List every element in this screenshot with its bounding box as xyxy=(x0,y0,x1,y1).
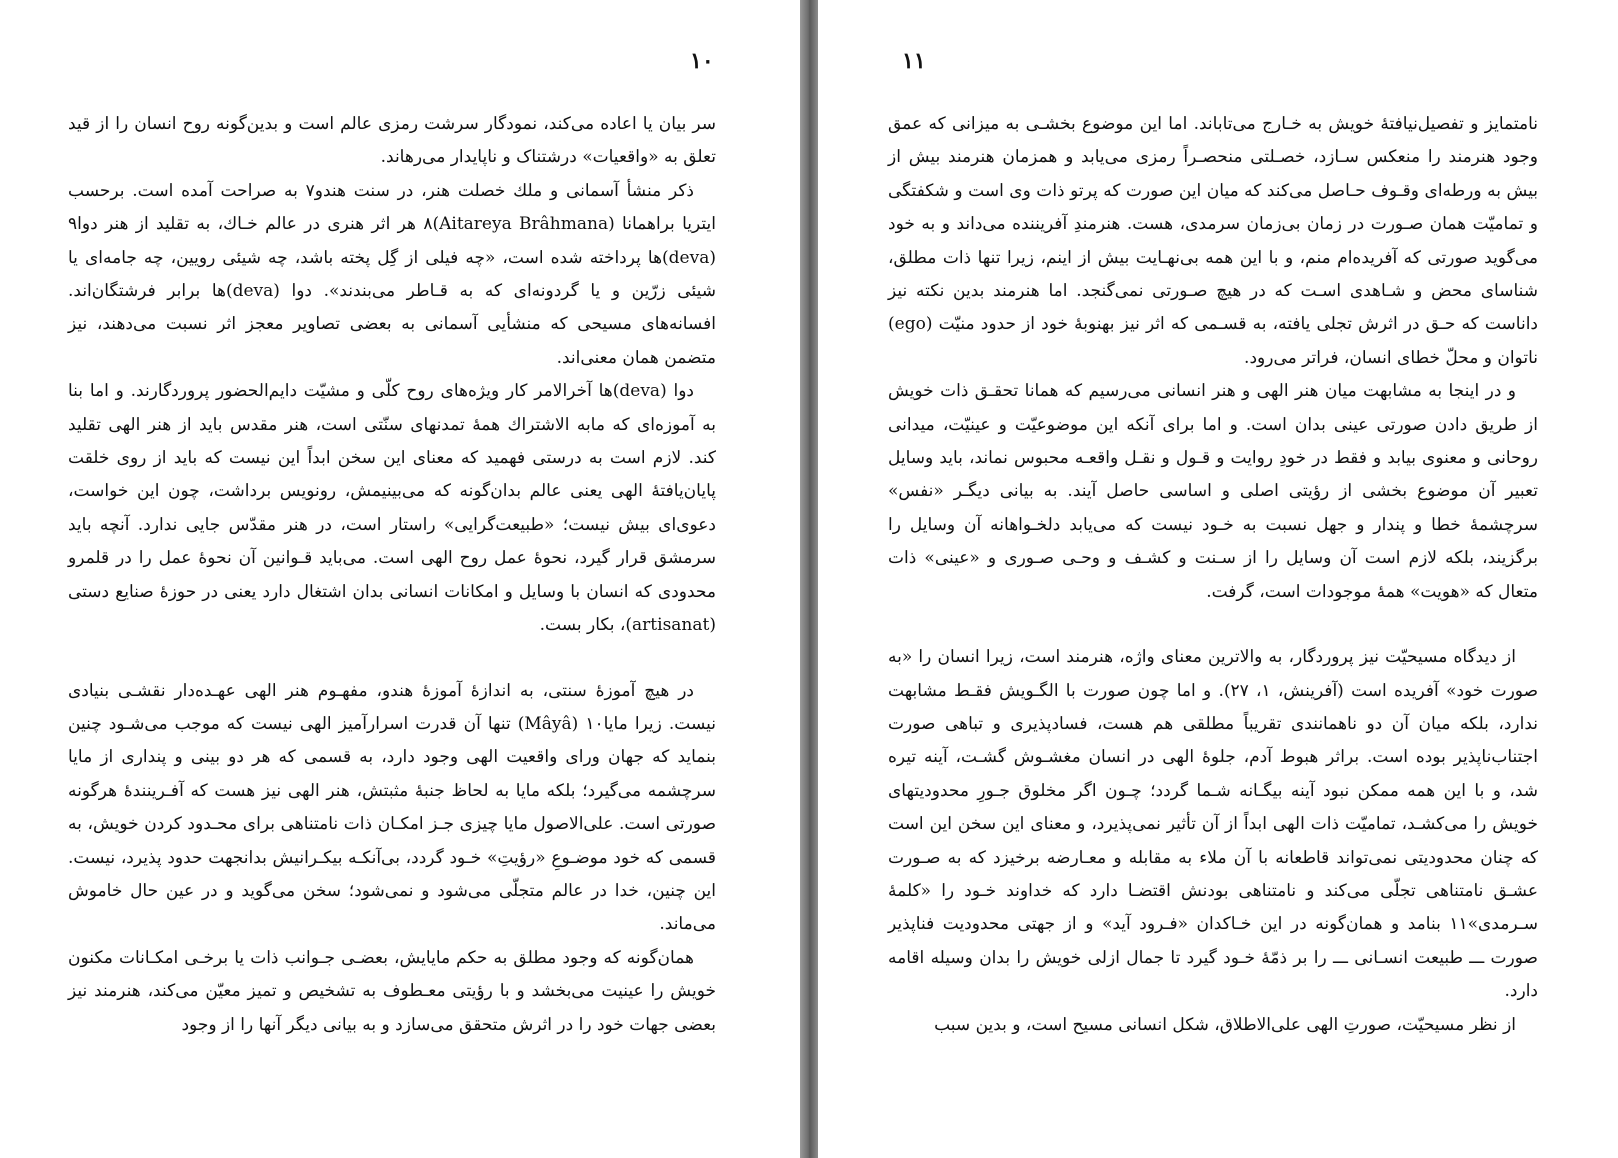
paragraph: ذکر منشأ آسمانی و ملك خصلت هنر، در سنت هندو۷ به صراحت آمده است. برحسب ایتریا براهمانا (Aitareya Brâhmana)۸ هر اثر هنری در عالم خـاك، به تقلید از هنر دوا۹ (deva)ها پرداخته شده است، «چه فیلی از گِل پخته باشد، چه شیئی رویین، چه جامه‌ای یا شیئی زرّین و یا گردونه‌ای که به قـاطر می‌بندند». دوا (deva)ها برابر فرشتگان‌اند. افسانه‌های مسیحی که منشأیی آسمانی به بعضی تصاویر معجز اثر نسبت می‌دهند، نیز متضمن همان معنی‌اند. xyxy=(68,180,716,368)
paragraph: و در اینجا به مشابهت میان هنر الهی و هنر انسانی می‌رسیم که همانا تحقـق ذات خویش از طریق دادن صورتی عینی بدان است. و اما برای آنکه این موضوعیّت و عینیّت، میدانی روحانی و معنوی بیابد و فقط در خودِ روایت و قـول و نقـل واقعـه محبوس نماند، باید وسایل تعبیر آن موضوع بخشی از رؤیتی اصلی و اساسی حاصل آیند. به بیانی دیگـر «نفس» سرچشمهٔ خطا و پندار و جهل نسبت به خـود نیست که می‌یابد دلخـواهانه آن وسایل را برگزیند، بلکه لازم است آن وسایل را از سـنت و کشـف و وحـی صـوری و «عینی» ذات متعال که «هویت» همهٔ موجودات است، گرفت. xyxy=(888,381,1538,602)
paragraph: سر بیان یا اعاده می‌کند، نمودگار سرشت رمزی عالم است و بدین‌گونه روح انسان را از قید تعلق به «واقعیات» درشتناک و ناپایدار می‌رهاند. xyxy=(68,114,716,168)
paragraph: از دیدگاه مسیحیّت نیز پروردگار، به والاترین معنای واژه، هنرمند است، زیرا انسان را «به صورت خود» آفریده است (آفرینش، ۱، ۲۷). و اما چون صورت با الگـویش فقـط مشابهت ندارد، بلکه میان آن دو ناهمانندی تقریباً مطلقی هم هست، فسادپذیری و تباهی صورت اجتناب‌ناپذیر بوده است. براثر هبوط آدم، جلوهٔ الهی در انسان مغشـوش گشـت، آینه تیره شد، و با این همه ممکن نبود آینه بیگـانه شـما گردد؛ چـون اگر مخلوق جـورِ محدودیتهای خویش را می‌کشـد، تمامیّت ذات الهی ابداً از آن تأثیر نمی‌پذیرد، و معنای این سخن این است که چنان محدودیتی نمی‌تواند قاطعانه با آن ملاء به مقابله و معـارضه برخیزد که به صـورت عشـق نامتناهی تجلّی می‌کند و نامتناهی بودنش اقتضـا دارد که خداوند خـود را «کلمهٔ سـرمدی»۱۱ بنامد و همان‌گونه در این خـاکدان «فـرود آید» و از جهتی محدودیت فناپذیر صورت ـــ طبیعت انسـانی ـــ را بر ذمّهٔ خـود گیرد تا جمال ازلی خویش را بدان وسیله اقامه دارد. xyxy=(888,647,1538,1002)
paragraph: در هیچ آموزهٔ سنتی، به اندازهٔ آموزهٔ هندو، مفهـوم هنر الهی عهـده‌دار نقشـی بنیادی نیست. زیرا مایا۱۰ (Mâyâ) تنها آن قدرت اسرارآمیز الهی نیست که موجب می‌شـود چنین بنماید که جهان ورای واقعیت الهی وجود دارد، به قسمی که هر دو بینی و پنداری از مایا سرچشمه می‌گیرد؛ بلکه مایا به لحاظ جنبهٔ مثبتش، هنر الهی نیز هست که آفـرینندهٔ هرگونه صورتی است. علی‌الاصول مایا چیزی جـز امکـان ذات نامتناهی برای محـدود کردن خویش، به قسمی که خود موضـوعِ «رؤیتِ» خـود گردد، بی‌آنکـه بیکـرانیش بدانجهت حدود پذیرد، نیست. این چنین، خدا در عالم متجلّی می‌شود و نمی‌شود؛ سخن می‌گوید و در عین حال خاموش می‌ماند. xyxy=(68,680,717,935)
paragraph: از نظر مسیحیّت، صورتِ الهی علی‌الاطلاق، شکل انسانی مسیح است، و بدین سبب xyxy=(934,1014,1516,1035)
body-text xyxy=(888,108,1538,1042)
page-number: ۱۱ xyxy=(902,48,926,74)
book-gutter xyxy=(800,0,818,1158)
paragraph: همان‌گونه که وجود مطلق به حکم مایایش، بعضـی جـوانب ذات یا برخـی امکـانات مکنون خویش را عینیت می‌بخشد و با رؤیتی معـطوف به تشخیص و تمیز معیّن می‌کند، هنرمند نیز بعضی جهات خود را در اثرش متحقق می‌سازد و به بیانی دیگر آنها را از وجود xyxy=(68,947,716,1035)
left-page xyxy=(0,0,800,1158)
page-number: ۱۰ xyxy=(690,48,714,74)
paragraph: دوا (deva)ها آخرالامر کار ویژه‌های روح کلّی و مشیّت دایم‌الحضور پروردگارند. و اما بنا به آموزه‌ای که مابه الاشتراك همهٔ تمدنهای سنّتی است، هنر مقدس باید از هنر الهی تقلید کند. لازم است به درستی فهمید که معنای این سخن ابداً این نیست که باید از روی خلقت پایان‌یافتهٔ الهی یعنی عالم بدان‌گونه که می‌بینیمش، رونویس برداشت، چون این خواست، دعوی‌ای بیش نیست؛ «طبیعت‌گرایی» راستار است، در هنر مقدّس جایی ندارد. آنچه باید سرمشق قرار گیرد، نحوهٔ عمل روح الهی است. می‌باید قـوانین آن نحوهٔ عمل را در قلمرو محدودی که انسان با وسایل و امکانات انسانی بدان اشتغال دارد یعنی در حوزهٔ صنایع دستی (artisanat)، بکار بست. xyxy=(68,381,716,636)
body-text xyxy=(68,108,716,1042)
paragraph: نامتمایز و تفصیل‌نیافتهٔ خویش به خـارج می‌تاباند. اما این موضوع بخشـی به میزانی که عمق وجود هنرمند را منعکس سـازد، خصـلتی منحصـراً رمزی می‌یابد و همزمان هنرمند بیش از بیش به ورطه‌ای وقـوف حـاصل می‌کند که میان این صورت که پرتو ذات وی است و شکفتگی و تمامیّت همان صـورت در زمان بی‌زمان سرمدی، هست. هنرمندِ آفریننده می‌داند و به خود می‌گوید صورتی که آفریده‌ام منم، و با این همه بی‌نهـایت بیش از اینم، زیرا تنها ذات مطلق، شناسای محض و شـاهدی اسـت که در هیچ صـورتی نمی‌گنجد. اما هنرمند بدین نکته نیز داناست که حـق در اثرش تجلی یافته، به قسـمی که اثر نیز بهنوبهٔ خود از حدود منیّت (ego) ناتوان و محلّ خطای انسان، فراتر می‌رود. xyxy=(888,114,1538,368)
section-break xyxy=(888,609,1538,641)
right-page xyxy=(818,0,1618,1158)
section-break xyxy=(68,643,716,675)
